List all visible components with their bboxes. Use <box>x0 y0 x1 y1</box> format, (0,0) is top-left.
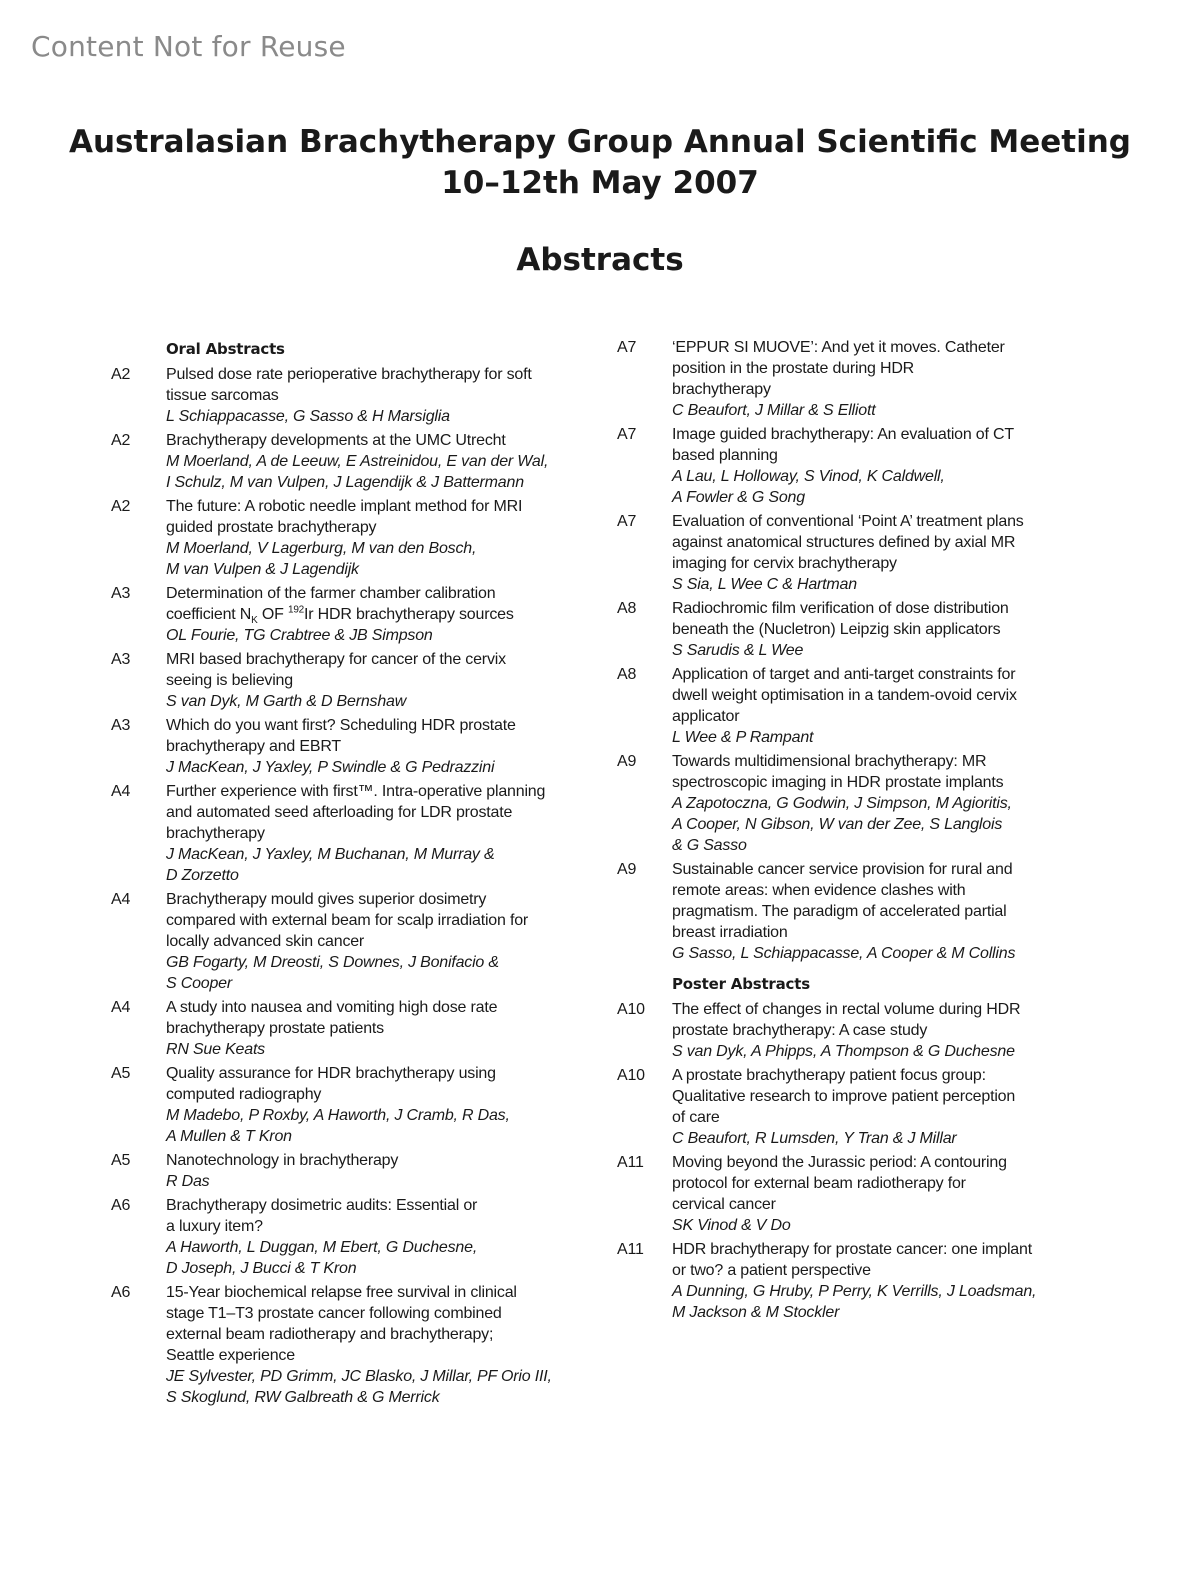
abstract-authors: S Sarudis & L Wee <box>672 642 804 659</box>
abstract-code: A5 <box>111 1152 131 1169</box>
abstract-body <box>166 781 591 886</box>
left-column <box>111 337 591 1411</box>
abstract-body <box>166 649 591 712</box>
abstract-entry <box>111 496 591 580</box>
abstract-entry <box>111 1063 591 1147</box>
abstract-code: A11 <box>617 1154 644 1171</box>
abstract-authors: RN Sue Keats <box>166 1041 265 1058</box>
abstract-authors: A Dunning, G Hruby, P Perry, K Verrills, J Loadsman, M Jackson & M Stockler <box>672 1283 1037 1321</box>
abstract-body <box>672 598 1077 661</box>
abstract-entry <box>617 1152 1077 1236</box>
abstract-entry <box>111 997 591 1060</box>
abstract-authors: L Wee & P Rampant <box>672 729 814 746</box>
abstract-body <box>166 997 591 1060</box>
abstract-authors: A Lau, L Holloway, S Vinod, K Caldwell, A Fowler & G Song <box>672 468 945 506</box>
abstract-code: A6 <box>111 1284 131 1301</box>
abstract-authors: L Schiappacasse, G Sasso & H Marsiglia <box>166 408 450 425</box>
abstract-entry <box>111 1150 591 1192</box>
abstract-entry <box>111 430 591 493</box>
abstract-authors: G Sasso, L Schiappacasse, A Cooper & M Collins <box>672 945 1016 962</box>
abstract-code: A4 <box>111 999 131 1016</box>
abstract-authors: R Das <box>166 1173 210 1190</box>
abstract-entry <box>111 649 591 712</box>
abstract-code: A7 <box>617 426 637 443</box>
abstract-code: A11 <box>617 1241 644 1258</box>
abstract-title: A prostate brachytherapy patient focus group: Qualitative research to improve patient perception of care <box>672 1067 1016 1126</box>
abstract-title: Image guided brachytherapy: An evaluation of CT based planning <box>672 426 1014 464</box>
abstract-entry <box>111 1195 591 1279</box>
abstract-body <box>166 583 591 646</box>
abstract-code: A10 <box>617 1001 645 1018</box>
right-column <box>617 337 1077 1326</box>
poster-abstract-list <box>617 999 1077 1323</box>
abstract-authors: M Madebo, P Roxby, A Haworth, J Cramb, R Das, A Mullen & T Kron <box>166 1107 510 1145</box>
abstract-code: A6 <box>111 1197 131 1214</box>
abstract-code: A9 <box>617 753 637 770</box>
abstract-body <box>672 1065 1077 1149</box>
abstract-body <box>672 1239 1077 1323</box>
abstract-body <box>672 424 1077 508</box>
abstract-title: Radiochromic film verification of dose distribution beneath the (Nucletron) Leipzig skin applicators <box>672 600 1009 638</box>
abstract-entry <box>617 511 1077 595</box>
abstract-title: MRI based brachytherapy for cancer of the cervix seeing is believing <box>166 651 506 689</box>
abstract-authors: JE Sylvester, PD Grimm, JC Blasko, J Millar, PF Orio III, S Skoglund, RW Galbreath & G Merrick <box>166 1368 552 1406</box>
abstract-code: A8 <box>617 600 637 617</box>
abstract-title: HDR brachytherapy for prostate cancer: one implant or two? a patient perspective <box>672 1241 1032 1279</box>
abstract-title: Further experience with first™. Intra-operative planning and automated seed afterloading for LDR prostate brachytherapy <box>166 783 546 842</box>
abstract-entry <box>617 664 1077 748</box>
abstract-authors: S van Dyk, A Phipps, A Thompson & G Duchesne <box>672 1043 1015 1060</box>
abstract-code: A7 <box>617 339 637 356</box>
abstract-authors: M Moerland, V Lagerburg, M van den Bosch, M van Vulpen & J Lagendijk <box>166 540 477 578</box>
abstract-entry <box>617 1065 1077 1149</box>
subscript-k: K <box>251 615 258 627</box>
abstract-code: A3 <box>111 651 131 668</box>
page-title <box>0 122 1200 204</box>
oral-abstract-list-continued <box>617 337 1077 964</box>
abstract-code: A4 <box>111 783 131 800</box>
abstract-body <box>166 715 591 778</box>
abstract-title: Which do you want first? Scheduling HDR prostate brachytherapy and EBRT <box>166 717 516 755</box>
abstract-title: ‘EPPUR SI MUOVE’: And yet it moves. Catheter position in the prostate during HDR brachytherapy <box>672 339 1005 398</box>
oral-abstract-list <box>111 364 591 1408</box>
abstract-entry <box>111 1282 591 1408</box>
abstract-entry <box>111 889 591 994</box>
section-heading-poster: Poster Abstracts <box>672 975 810 993</box>
abstract-title: 15-Year biochemical relapse free survival in clinical stage T1–T3 prostate cancer following combined external beam radiotherapy and brachytherapy; Seattle experience <box>166 1284 517 1364</box>
abstract-entry <box>617 1239 1077 1323</box>
abstract-code: A8 <box>617 666 637 683</box>
abstract-title: Quality assurance for HDR brachytherapy using computed radiography <box>166 1065 496 1103</box>
abstract-title: Moving beyond the Jurassic period: A contouring protocol for external beam radiotherapy for cervical cancer <box>672 1154 1007 1213</box>
abstract-title-text: Determination of the farmer chamber calibration coefficient N <box>166 585 496 623</box>
abstract-title: Sustainable cancer service provision for rural and remote areas: when evidence clashes with pragmatism. The paradigm of accelerated partial breast irradiation <box>672 861 1013 941</box>
abstract-authors: S van Dyk, M Garth & D Bernshaw <box>166 693 407 710</box>
abstract-title: Brachytherapy dosimetric audits: Essential or a luxury item? <box>166 1197 478 1235</box>
abstract-title-text: OF <box>257 606 288 623</box>
abstract-code: A4 <box>111 891 131 908</box>
abstract-title: A study into nausea and vomiting high dose rate brachytherapy prostate patients <box>166 999 498 1037</box>
abstract-body <box>166 364 591 427</box>
abstract-authors: C Beaufort, R Lumsden, Y Tran & J Millar <box>672 1130 957 1147</box>
abstract-code: A10 <box>617 1067 645 1084</box>
abstract-title: Application of target and anti-target constraints for dwell weight optimisation in a tandem-ovoid cervix applicator <box>672 666 1017 725</box>
abstract-body <box>672 337 1077 421</box>
abstract-code: A3 <box>111 585 131 602</box>
abstract-entry <box>111 583 591 646</box>
abstract-code: A5 <box>111 1065 131 1082</box>
abstract-authors: SK Vinod & V Do <box>672 1217 791 1234</box>
abstract-entry <box>617 751 1077 856</box>
abstract-title: Pulsed dose rate perioperative brachytherapy for soft tissue sarcomas <box>166 366 532 404</box>
abstract-body <box>166 1282 591 1408</box>
abstract-title: The future: A robotic needle implant method for MRI guided prostate brachytherapy <box>166 498 523 536</box>
watermark: Content Not for Reuse <box>31 30 346 63</box>
abstract-authors: J MacKean, J Yaxley, P Swindle & G Pedrazzini <box>166 759 495 776</box>
abstract-authors: A Zapotoczna, G Godwin, J Simpson, M Agioritis, A Cooper, N Gibson, W van der Zee, S Langlois & G Sasso <box>672 795 1012 854</box>
abstract-title: Evaluation of conventional ‘Point A’ treatment plans against anatomical structures defined by axial MR imaging for cervix brachytherapy <box>672 513 1024 572</box>
abstract-title: Brachytherapy developments at the UMC Utrecht <box>166 432 506 449</box>
abstract-authors: A Haworth, L Duggan, M Ebert, G Duchesne, D Joseph, J Bucci & T Kron <box>166 1239 478 1277</box>
abstract-entry <box>617 424 1077 508</box>
abstract-code: A2 <box>111 498 131 515</box>
abstract-title: The effect of changes in rectal volume during HDR prostate brachytherapy: A case study <box>672 1001 1021 1039</box>
abstract-body <box>672 1152 1077 1236</box>
abstract-code: A3 <box>111 717 131 734</box>
abstract-code: A9 <box>617 861 637 878</box>
abstract-body <box>672 664 1077 748</box>
abstract-title: Towards multidimensional brachytherapy: MR spectroscopic imaging in HDR prostate implants <box>672 753 1004 791</box>
title-line-2: 10–12th May 2007 <box>441 165 759 201</box>
abstract-body <box>166 1063 591 1147</box>
abstract-body <box>672 999 1077 1062</box>
abstract-entry <box>111 364 591 427</box>
abstract-body <box>166 889 591 994</box>
abstract-authors: S Sia, L Wee C & Hartman <box>672 576 857 593</box>
abstract-code: A2 <box>111 432 131 449</box>
abstract-authors: J MacKean, J Yaxley, M Buchanan, M Murray & D Zorzetto <box>166 846 495 884</box>
abstract-body <box>672 511 1077 595</box>
abstract-body <box>672 859 1077 964</box>
abstract-authors: GB Fogarty, M Dreosti, S Downes, J Bonifacio & S Cooper <box>166 954 499 992</box>
abstract-code: A2 <box>111 366 131 383</box>
title-line-1: Australasian Brachytherapy Group Annual Scientific Meeting <box>69 124 1131 160</box>
abstract-body <box>166 430 591 493</box>
abstract-code: A7 <box>617 513 637 530</box>
abstract-body <box>166 1150 591 1192</box>
abstract-title <box>166 583 591 625</box>
superscript-isotope: 192 <box>287 604 305 616</box>
abstract-body <box>166 1195 591 1279</box>
section-heading-oral: Oral Abstracts <box>166 340 285 358</box>
abstract-body <box>166 496 591 580</box>
abstract-body <box>672 751 1077 856</box>
abstract-authors: C Beaufort, J Millar & S Elliott <box>672 402 876 419</box>
abstract-entry <box>617 598 1077 661</box>
abstract-authors: OL Fourie, TG Crabtree & JB Simpson <box>166 627 433 644</box>
abstract-entry <box>111 781 591 886</box>
page-subtitle: Abstracts <box>516 242 684 278</box>
abstract-title: Brachytherapy mould gives superior dosimetry compared with external beam for scalp irradiation for locally advanced skin cancer <box>166 891 529 950</box>
abstract-title-text: Ir HDR brachytherapy sources <box>304 606 514 623</box>
abstract-entry <box>617 337 1077 421</box>
abstract-entry <box>617 999 1077 1062</box>
abstract-authors: M Moerland, A de Leeuw, E Astreinidou, E van der Wal, I Schulz, M van Vulpen, J Lagendijk & J Battermann <box>166 453 549 491</box>
abstract-entry <box>617 859 1077 964</box>
abstract-title: Nanotechnology in brachytherapy <box>166 1152 399 1169</box>
abstract-entry <box>111 715 591 778</box>
